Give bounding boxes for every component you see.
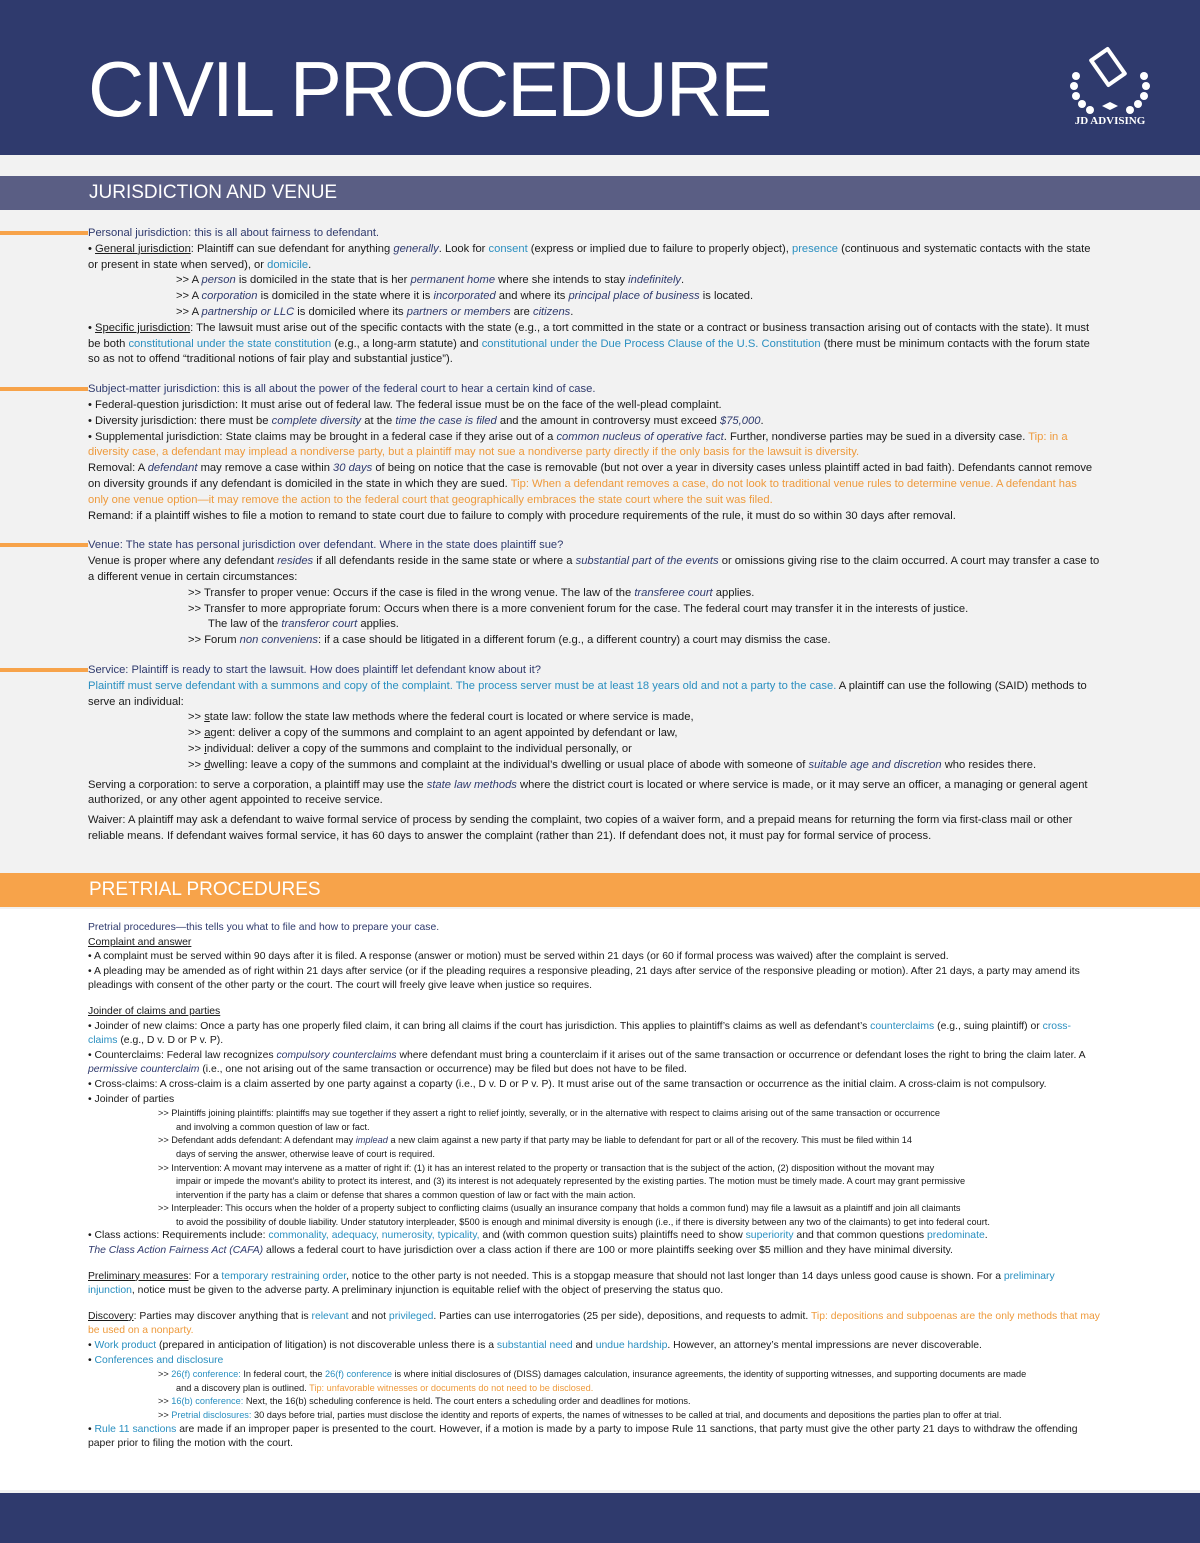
pretrial-heading: Pretrial procedures—this tells you what to file and how to prepare your case. (88, 922, 440, 933)
complaint-block (88, 921, 1100, 994)
conference-16b: >> 16(b) conference: Next, the 16(b) scheduling conference is held. The court enters a scheduling order and deadlines for motions. (158, 1396, 691, 1407)
smj-supplemental: • Supplemental jurisdiction: State claims may be brought in a federal case if they arise out of a common nucleus of operative fact. Further, nondiverse parties may be sued in a diversity case. Tip: in a diversity case, a defendant may implead a nondiverse party, but a plaintiff may not sue a nondiverse party directly if the only basis for the lawsuit is diversity. (88, 430, 1068, 459)
conference-26f: >> 26(f) conference: In federal court, the 26(f) conference is where initial disclosures of (DISS) damages calculation, insurance agreements, the identity of supporting witnesses, and supporting documents are made (158, 1369, 1027, 1380)
service-text: Plaintiff must serve defendant with a summons and copy of the complaint. The process server must be at least 18 years old and not a party to the case. A plaintiff can use the following (SAID) methods to serve an individual: (88, 679, 1087, 708)
service-dwelling: >> dwelling: leave a copy of the summons and complaint at the individual’s dwelling or usual place of abode with someone of suitable age and discretion who resides there. (188, 758, 1037, 771)
venue-block (88, 538, 1100, 649)
pj-corporation: >> A corporation is domiciled in the state where it is incorporated and where its principal place of business is located. (176, 290, 754, 303)
logo-text: JD ADVISING (1074, 115, 1146, 127)
venue-forum-non: >> Forum non conveniens: if a case should be litigated in a different forum (e.g., a different country) a court may dismiss the case. (188, 634, 831, 647)
venue-text: Venue is proper where any defendant resides if all defendants reside in the same state or where a substantial part of the events or omissions giving rise to the claim occurred. A court may transfer a case to a different venue in certain circumstances: (88, 555, 1100, 583)
work-product: • Work product (prepared in anticipation of litigation) is not discoverable unless there is a substantial need and undue hardship. However, an attorney’s mental impressions are never discoverable. (88, 1340, 982, 1352)
joinder-interpleader-cont: to avoid the possibility of double liability. Under statutory interpleader, $500 is enough and minimal diversity is enough (i.e., if there is diversity between any two of the claimants) to get into federal court. (176, 1216, 990, 1227)
preliminary-block (88, 1270, 1100, 1299)
complaint-item-1: • A complaint must be served within 90 days after it is filed. A response (answer or motion) must be served within 21 days (or 60 if formal process was waived) after the complaint is served. (88, 951, 949, 963)
joinder-counterclaims: • Counterclaims: Federal law recognizes compulsory counterclaims where defendant must bring a counterclaim if it arises out of the same transaction or occurrence or defendant loses the right to bring the claim later. A permissive counterclaim (i.e., one not arising out of the same transaction or occurrence) may be filed but does not have to be filed. (88, 1049, 1086, 1076)
smj-remand: Remand: if a plaintiff wishes to file a motion to remand to state court due to failure to comply with procedure requirements of the rule, it must do so within 30 days after removal. (88, 509, 956, 522)
smj-federal-question: • Federal-question jurisdiction: It must arise out of federal law. The federal issue must be on the face of the well-plead complaint. (88, 398, 722, 411)
section-jurisdiction (0, 212, 1200, 867)
pj-general: • General jurisdiction: Plaintiff can sue defendant for anything generally. Look for consent (express or implied due to failure to properly object), presence (continuous and systematic contacts with the state or present in state when served), or domicile. (88, 242, 1091, 271)
joinder-intervention-cont1: impair or impede the movant’s ability to protect its interest, and (3) its interest is not adequately represented by the existing parties. The motion must be timely made. A court may grant permissive (176, 1176, 966, 1187)
preliminary-measures: Preliminary measures: For a temporary restraining order, notice to the other party is not needed. This is a stopgap measure that should not last longer than 14 days unless good cause is shown. For a preliminary injunction, notice must be given to the adverse party. A preliminary injunction is equitable relief with the object of preserving the status quo. (88, 1270, 1055, 1297)
footer (0, 1493, 1200, 1543)
joinder-block (88, 1005, 1100, 1259)
service-individual: >> individual: deliver a copy of the summons and complaint to the individual personally, or (188, 742, 632, 755)
pj-person: >> A person is domiciled in the state that is her permanent home where she intends to stay indefinitely. (176, 274, 685, 287)
pj-specific: • Specific jurisdiction: The lawsuit must arise out of the specific contacts with the state (e.g., a tort committed in the state or a contract or business transaction arising out of contacts with the state). It must be both constitutional under the state constitution (e.g., a long-arm statute) and constitutional under the Due Process Clause of the U.S. Constitution (there must be minimum contacts with the forum state so as not to offend “traditional notions of fair play and substantial justice”). (88, 321, 1090, 366)
accent-bar (0, 668, 88, 672)
rule-11: • Rule 11 sanctions are made if an improper paper is presented to the court. However, if a motion is made by a party to impose Rule 11 sanctions, that party must give the other party 21 days to withdraw the offending paper prior to filing the motion with the court. (88, 1423, 1078, 1450)
service-corporation: Serving a corporation: to serve a corporation, a plaintiff may use the state law methods where the district court is located or where service is made, or it may serve an officer, a managing or general agent authorized, or any other agent appointed to receive service. (88, 778, 1088, 807)
service-waiver: Waiver: A plaintiff may ask a defendant to waive formal service of process by sending the complaint, two copies of a waiver form, and a prepaid means for returning the form via first-class mail or other reliable means. If defendant waives formal service, it has 60 days to answer the complaint (rather than 21). If defendant does not, it must pay for formal service of process. (88, 814, 1073, 842)
service-block (88, 663, 1100, 845)
joinder-interpleader: >> Interpleader: This occurs when the holder of a property subject to conflicting claims (usually an insurance company that holds a common fund) may file a lawsuit as a plaintiff and join all claimants (158, 1203, 961, 1214)
joinder-defendant: >> Defendant adds defendant: A defendant may implead a new claim against a new party if that party may be liable to defendant for part or all of the recovery. This must be filed within 14 (158, 1135, 913, 1146)
conferences: • Conferences and disclosure (88, 1354, 224, 1366)
venue-transfer-forum: >> Transfer to more appropriate forum: Occurs when there is a more convenient forum for the case. The federal court may transfer it in the interests of justice. (188, 602, 969, 615)
personal-jurisdiction-block (88, 226, 1100, 368)
joinder-new-claims: • Joinder of new claims: Once a party has one properly filed claim, it can bring all claims if the court has jurisdiction. This applies to plaintiff’s claims as well as defendant’s counterclaims (e.g., suing plaintiff) or cross-claims (e.g., D v. D or P v. P). (88, 1020, 1071, 1047)
complaint-item-2: • A pleading may be amended as of right within 21 days after service (or if the pleading requires a responsive pleading, 21 days after service of the responsive pleading or motion). After 21 days, a party may amend its pleadings with consent of the other party or the court. The court will freely give leave when justice so requires. (88, 965, 1080, 992)
joinder-intervention: >> Intervention: A movant may intervene as a matter of right if: (1) it has an interest related to the property or transaction that is the subject of the action, (2) disposition without the movant may (158, 1162, 935, 1173)
header (0, 0, 1200, 155)
conference-26f-cont: and a discovery plan is outlined. Tip: unfavorable witnesses or documents do not need to be disclosed. (176, 1382, 594, 1393)
pj-heading: Personal jurisdiction: this is all about fairness to defendant. (88, 227, 380, 239)
section-heading-pretrial: PRETRIAL PROCEDURES (0, 873, 1200, 907)
joinder-plaintiffs-cont: and involving a common question of law or fact. (176, 1121, 370, 1132)
pretrial-disclosures: >> Pretrial disclosures: 30 days before trial, parties must disclose the identity and reports of experts, the names of witnesses to be called at trial, and documents and depositions the parties plan to offer at trial. (158, 1410, 1002, 1420)
class-actions: • Class actions: Requirements include: commonality, adequacy, numerosity, typicality, and (with common question suits) plaintiffs need to show superiority and that common questions predominate. (88, 1230, 988, 1242)
joinder-plaintiffs: >> Plaintiffs joining plaintiffs: plaintiffs may sue together if they assert a right to relief jointly, severally, or in the alternative with respect to claims arising out of the same transaction or occurrence (158, 1108, 941, 1119)
joinder-defendant-cont: days of serving the answer, otherwise leave of court is required. (176, 1148, 435, 1159)
joinder-parties: • Joinder of parties (88, 1093, 175, 1105)
complaint-title: Complaint and answer (88, 936, 192, 948)
joinder-intervention-cont2: intervention if the party has a claim or defense that shares a common question of law or fact with the main action. (176, 1189, 636, 1200)
service-state-law: >> state law: follow the state law methods where the federal court is located or where service is made, (188, 711, 694, 724)
venue-transfer-forum-law: The law of the transferor court applies. (208, 618, 399, 631)
cafa: The Class Action Fairness Act (CAFA) allows a federal court to have jurisdiction over a class action if there are 100 or more plaintiffs seeking over $5 million and they have minimal diversity. (88, 1245, 953, 1257)
discovery-block (88, 1310, 1100, 1452)
accent-bar (0, 231, 88, 235)
smj-removal: Removal: A defendant may remove a case within 30 days of being on notice that the case is removable (but not over a year in diversity cases unless plaintiff acted in bad faith). Defendants cannot remove on diversity grounds if any defendant is domiciled in the state in which they are sued. Tip: When a defendant removes a case, do not look to traditional venue rules to determine venue. A defendant has only one venue option—it may remove the action to the federal court that geographically embraces the state court where the suit was filed. (88, 462, 1093, 506)
venue-heading: Venue: The state has personal jurisdiction over defendant. Where in the state does plaintiff sue? (88, 539, 564, 552)
service-heading: Service: Plaintiff is ready to start the lawsuit. How does plaintiff let defendant know about it? (88, 663, 541, 676)
service-agent: >> agent: deliver a copy of the summons and complaint to an agent appointed by defendant or law, (188, 727, 678, 740)
pj-partnership: >> A partnership or LLC is domiciled where its partners or members are citizens. (176, 305, 574, 318)
accent-bar (0, 387, 88, 391)
section-heading-jurisdiction: JURISDICTION AND VENUE (0, 176, 1200, 210)
accent-bar (0, 543, 88, 547)
joinder-title: Joinder of claims and parties (88, 1005, 221, 1017)
discovery: Discovery: Parties may discover anything that is relevant and not privileged. Parties can use interrogatories (25 per side), depositions, and requests to admit. Tip: depositions and subpoenas are the only methods that may be used on a nonparty. (88, 1310, 1100, 1337)
joinder-cross-claims: • Cross-claims: A cross-claim is a claim asserted by one party against a coparty (i.e., D v. D or P v. P). It must arise out of the same transaction or occurrence as the initial claim. A cross-claim is not compulsory. (88, 1078, 1047, 1090)
venue-transfer-proper: >> Transfer to proper venue: Occurs if the case is filed in the wrong venue. The law of the transferee court applies. (188, 586, 755, 599)
smj-diversity: • Diversity jurisdiction: there must be complete diversity at the time the case is filed and the amount in controversy must exceed $75,000. (88, 414, 764, 427)
section-pretrial (0, 909, 1200, 1490)
smj-heading: Subject-matter jurisdiction: this is all about the power of the federal court to hear a certain kind of case. (88, 383, 596, 396)
subject-matter-block (88, 382, 1100, 524)
page-title: CIVIL PROCEDURE (88, 45, 771, 133)
